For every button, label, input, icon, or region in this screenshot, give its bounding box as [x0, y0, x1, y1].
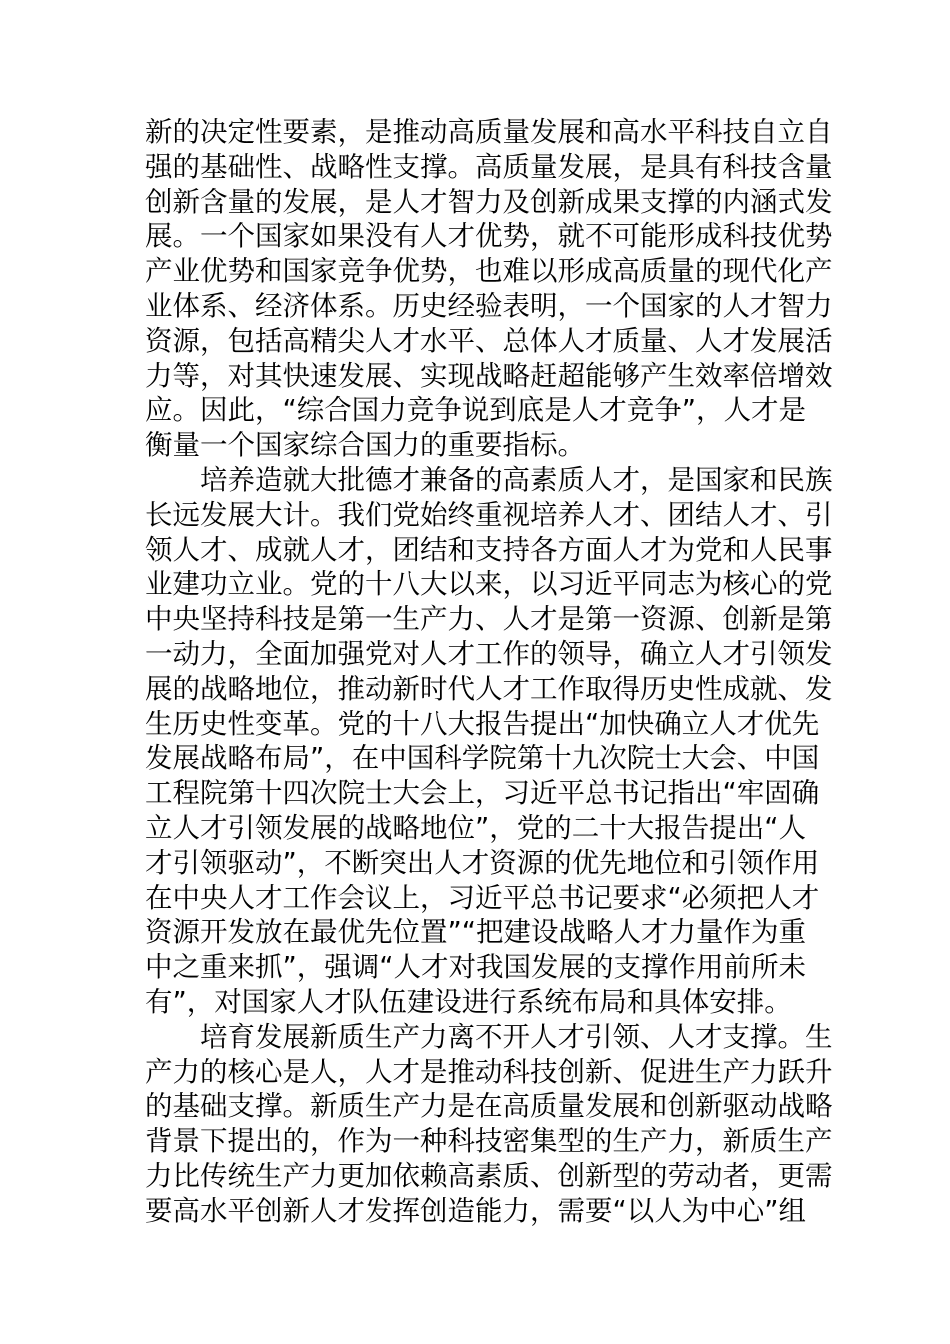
- text-line: 有”，对国家人才队伍建设进行系统布局和具体安排。: [145, 985, 792, 1018]
- text-line: 生历史性变革。党的十八大报告提出“加快确立人才优先: [145, 707, 820, 740]
- text-line: 资源开发放在最优先位置”“把建设战略人才力量作为重: [145, 916, 806, 949]
- text-line: 长远发展大计。我们党始终重视培养人才、团结人才、引: [145, 498, 833, 531]
- text-line: 在中央人才工作会议上，习近平总书记要求“必须把人才: [145, 881, 820, 914]
- text-line: 业体系、经济体系。历史经验表明，一个国家的人才智力: [145, 289, 833, 322]
- text-line: 培育发展新质生产力离不开人才引领、人才支撑。生: [200, 1020, 833, 1053]
- paragraph: [145, 1020, 833, 1229]
- text-line: 立人才引领发展的战略地位”，党的二十大报告提出“人: [145, 811, 806, 844]
- text-line: 力比传统生产力更加依赖高素质、创新型的劳动者，更需: [145, 1159, 833, 1192]
- paragraph: [145, 115, 833, 463]
- text-line: 背景下提出的，作为一种科技密集型的生产力，新质生产: [145, 1125, 833, 1158]
- text-line: 工程院第十四次院士大会上，习近平总书记指出“牢固确: [145, 777, 820, 810]
- text-line: 一动力，全面加强党对人才工作的领导，确立人才引领发: [145, 637, 833, 670]
- text-line: 培养造就大批德才兼备的高素质人才，是国家和民族: [200, 463, 833, 496]
- text-line: 资源，包括高精尖人才水平、总体人才质量、人才发展活: [145, 324, 833, 357]
- text-line: 领人才、成就人才，团结和支持各方面人才为党和人民事: [145, 533, 833, 566]
- paragraph: [145, 463, 833, 1020]
- text-line: 发展战略布局”，在中国科学院第十九次院士大会、中国: [145, 742, 820, 775]
- text-line: 产力的核心是人，人才是推动科技创新、促进生产力跃升: [145, 1055, 833, 1088]
- text-line: 的基础支撑。新质生产力是在高质量发展和创新驱动战略: [145, 1090, 833, 1123]
- text-line: 创新含量的发展，是人才智力及创新成果支撑的内涵式发: [145, 185, 833, 218]
- body-text: [145, 115, 833, 1229]
- text-line: 中央坚持科技是第一生产力、人才是第一资源、创新是第: [145, 603, 833, 636]
- text-line: 才引领驱动”，不断突出人才资源的优先地位和引领作用: [145, 846, 820, 879]
- text-line: 要高水平创新人才发挥创造能力，需要“以人为中心”组: [145, 1194, 806, 1227]
- text-line: 产业优势和国家竞争优势，也难以形成高质量的现代化产: [145, 255, 833, 288]
- text-line: 强的基础性、战略性支撑。高质量发展，是具有科技含量: [145, 150, 833, 183]
- text-line: 中之重来抓”，强调“人才对我国发展的支撑作用前所未: [145, 951, 806, 984]
- text-line: 力等，对其快速发展、实现战略赶超能够产生效率倍增效: [145, 359, 833, 392]
- text-line: 展。一个国家如果没有人才优势，就不可能形成科技优势: [145, 220, 833, 253]
- text-line: 业建功立业。党的十八大以来，以习近平同志为核心的党: [145, 568, 833, 601]
- text-line: 新的决定性要素，是推动高质量发展和高水平科技自立自: [145, 116, 833, 148]
- text-line: 应。因此，“综合国力竞争说到底是人才竞争”，人才是: [145, 394, 806, 427]
- text-line: 衡量一个国家综合国力的重要指标。: [145, 429, 585, 462]
- text-line: 展的战略地位，推动新时代人才工作取得历史性成就、发: [145, 672, 833, 705]
